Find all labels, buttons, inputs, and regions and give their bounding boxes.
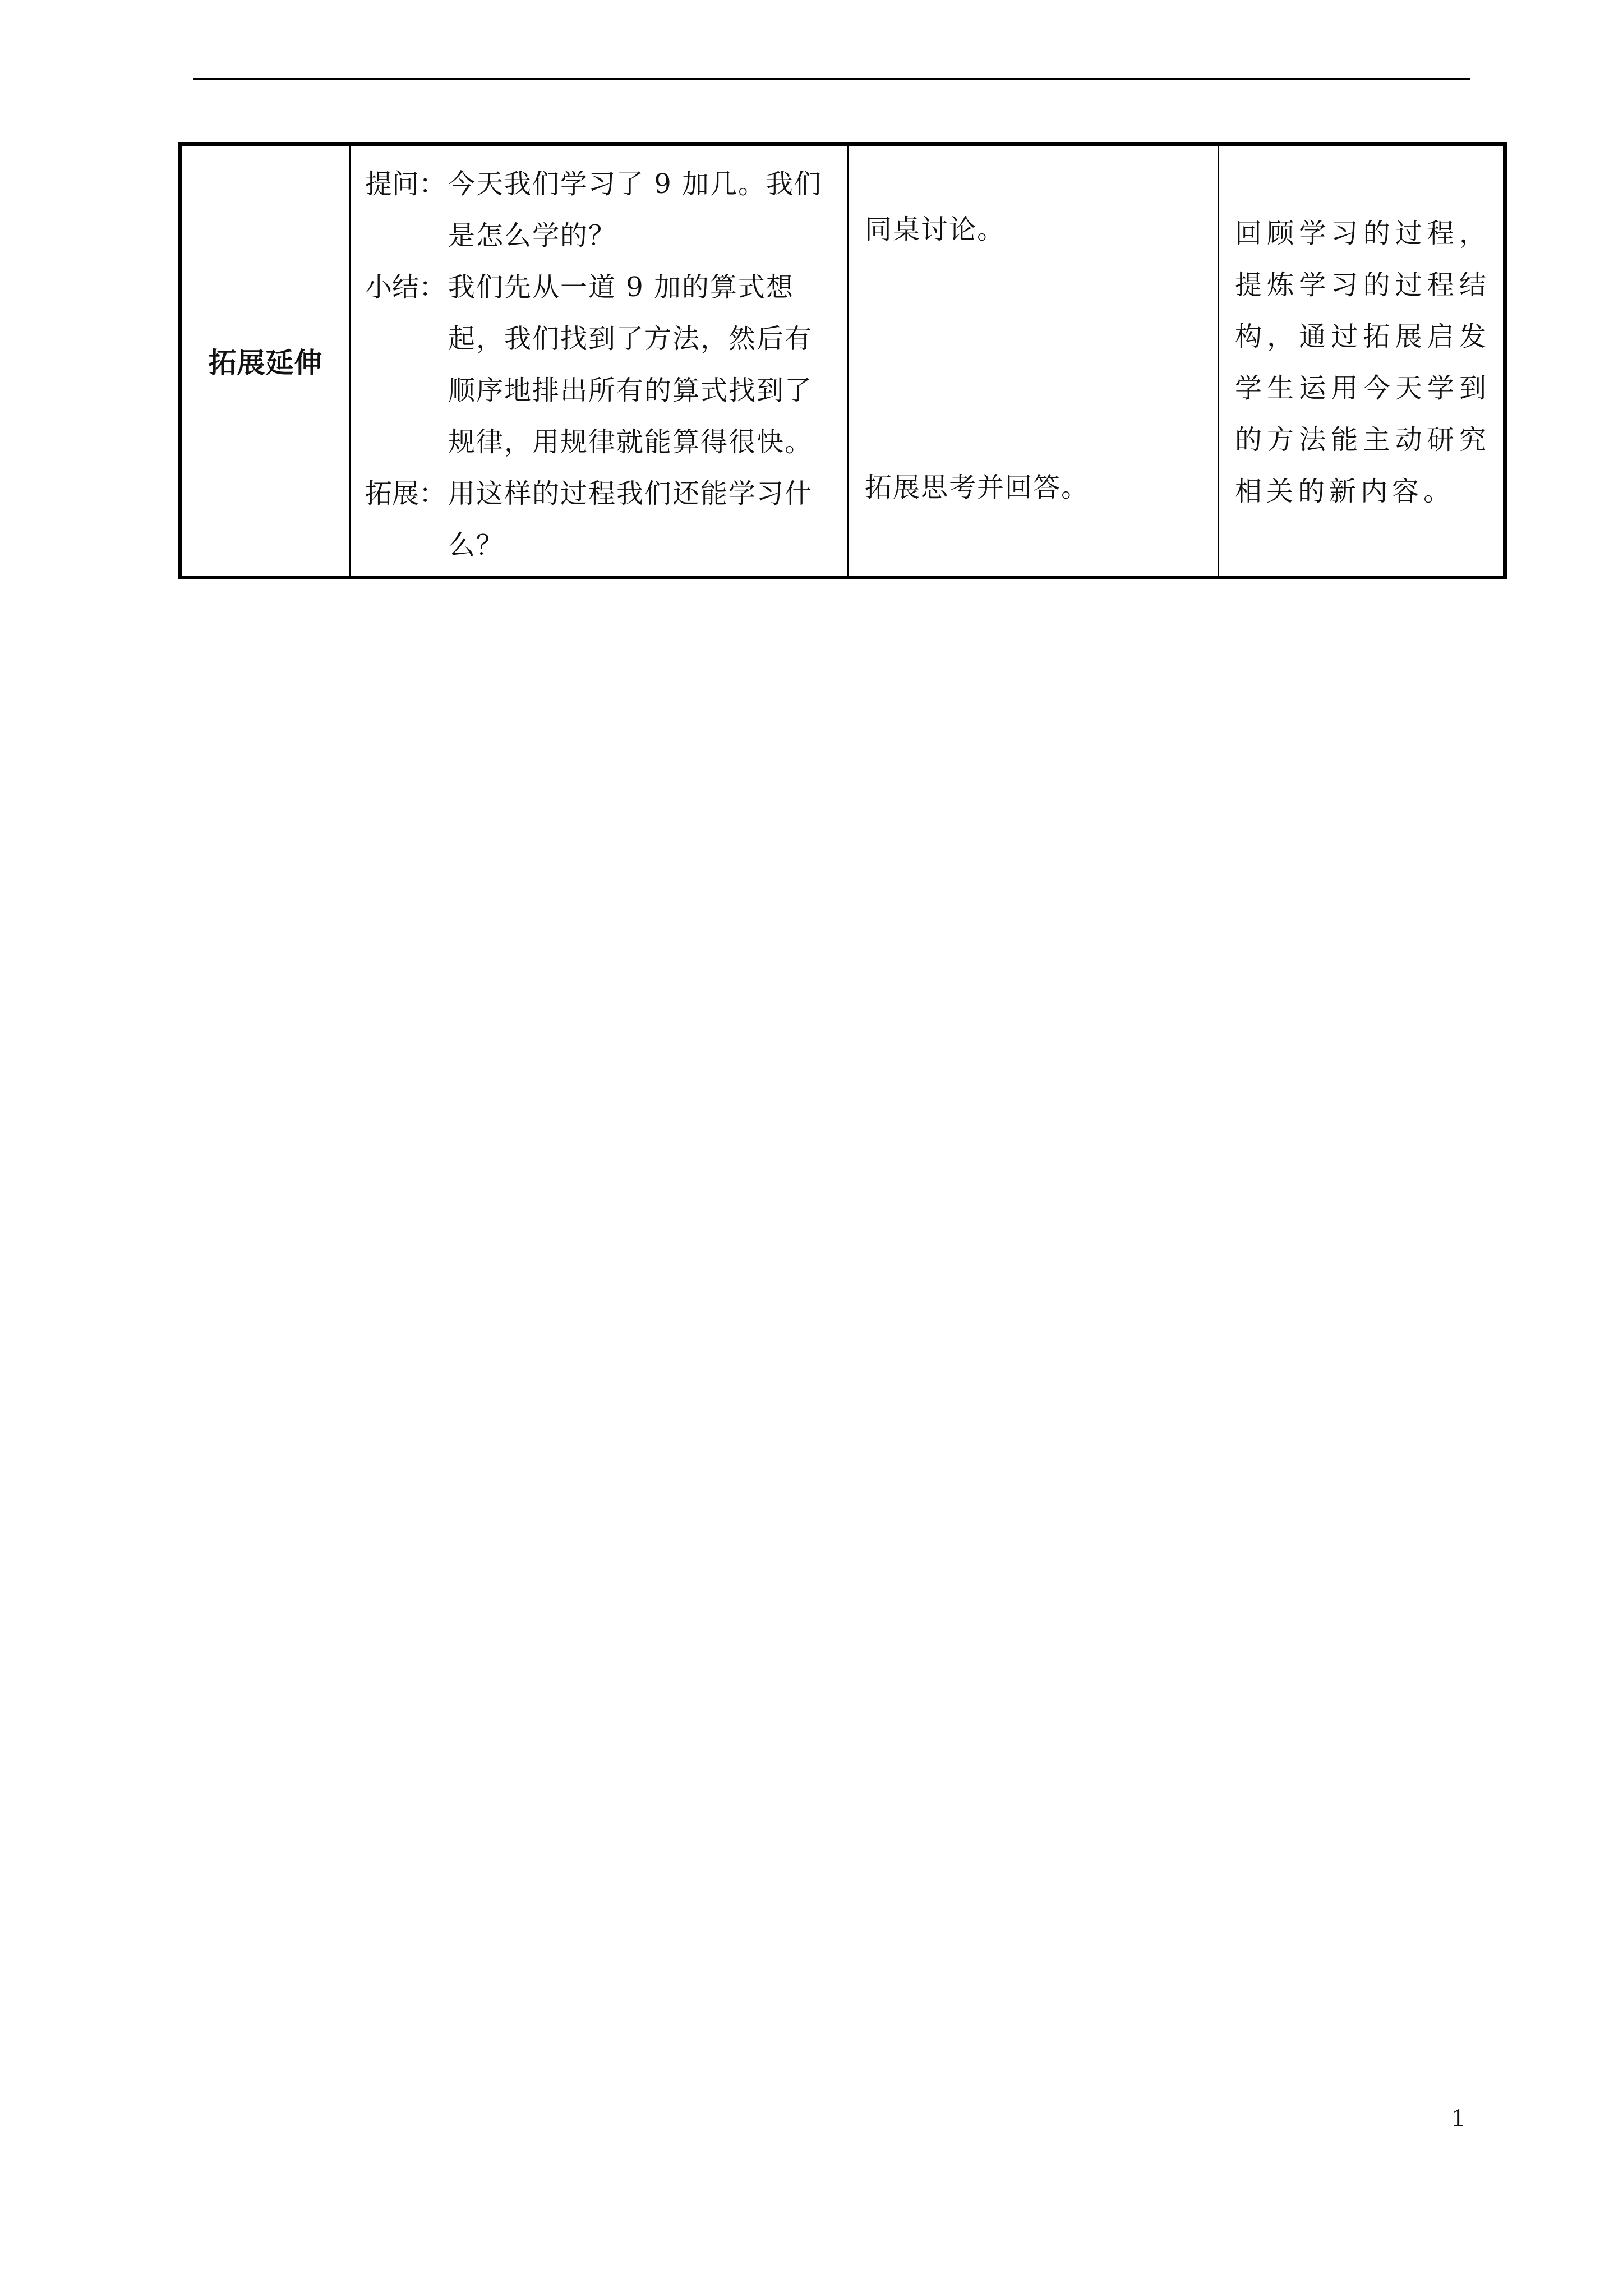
- page-number: 1: [1451, 2103, 1464, 2132]
- student-activity-cell: [849, 144, 1219, 578]
- stage-label: 拓展延伸: [208, 347, 323, 379]
- table-row: [181, 144, 1505, 578]
- entry-text: 今天我们学习了 9 加几。我们是怎么学的？: [448, 168, 823, 251]
- teacher-activity-cell: [350, 144, 849, 578]
- stage-cell: [181, 144, 350, 578]
- design-intent-text: 回顾学习的过程，提炼学习的过程结构，通过拓展启发学生运用今天学到的方法能主动研究相关的新内容。: [1235, 218, 1491, 507]
- teacher-entry-summary: [365, 261, 837, 468]
- teacher-entry-question: [365, 158, 837, 261]
- design-intent-cell: [1219, 144, 1505, 578]
- student-activity-discuss: 同桌讨论。: [865, 214, 1006, 245]
- entry-text: 我们先从一道 9 加的算式想起，我们找到了方法，然后有顺序地排出所有的算式找到了规律，用规律就能算得很快。: [448, 272, 813, 458]
- entry-text: 用这样的过程我们还能学习什么？: [448, 478, 813, 561]
- teacher-entry-extension: [365, 468, 837, 571]
- entry-tag: 提问：: [365, 168, 446, 200]
- student-activity-answer: 拓展思考并回答。: [865, 472, 1090, 503]
- entry-tag: 小结：: [365, 272, 446, 303]
- lesson-plan-table: [178, 142, 1507, 579]
- entry-tag: 拓展：: [365, 478, 446, 509]
- header-rule: [193, 78, 1470, 80]
